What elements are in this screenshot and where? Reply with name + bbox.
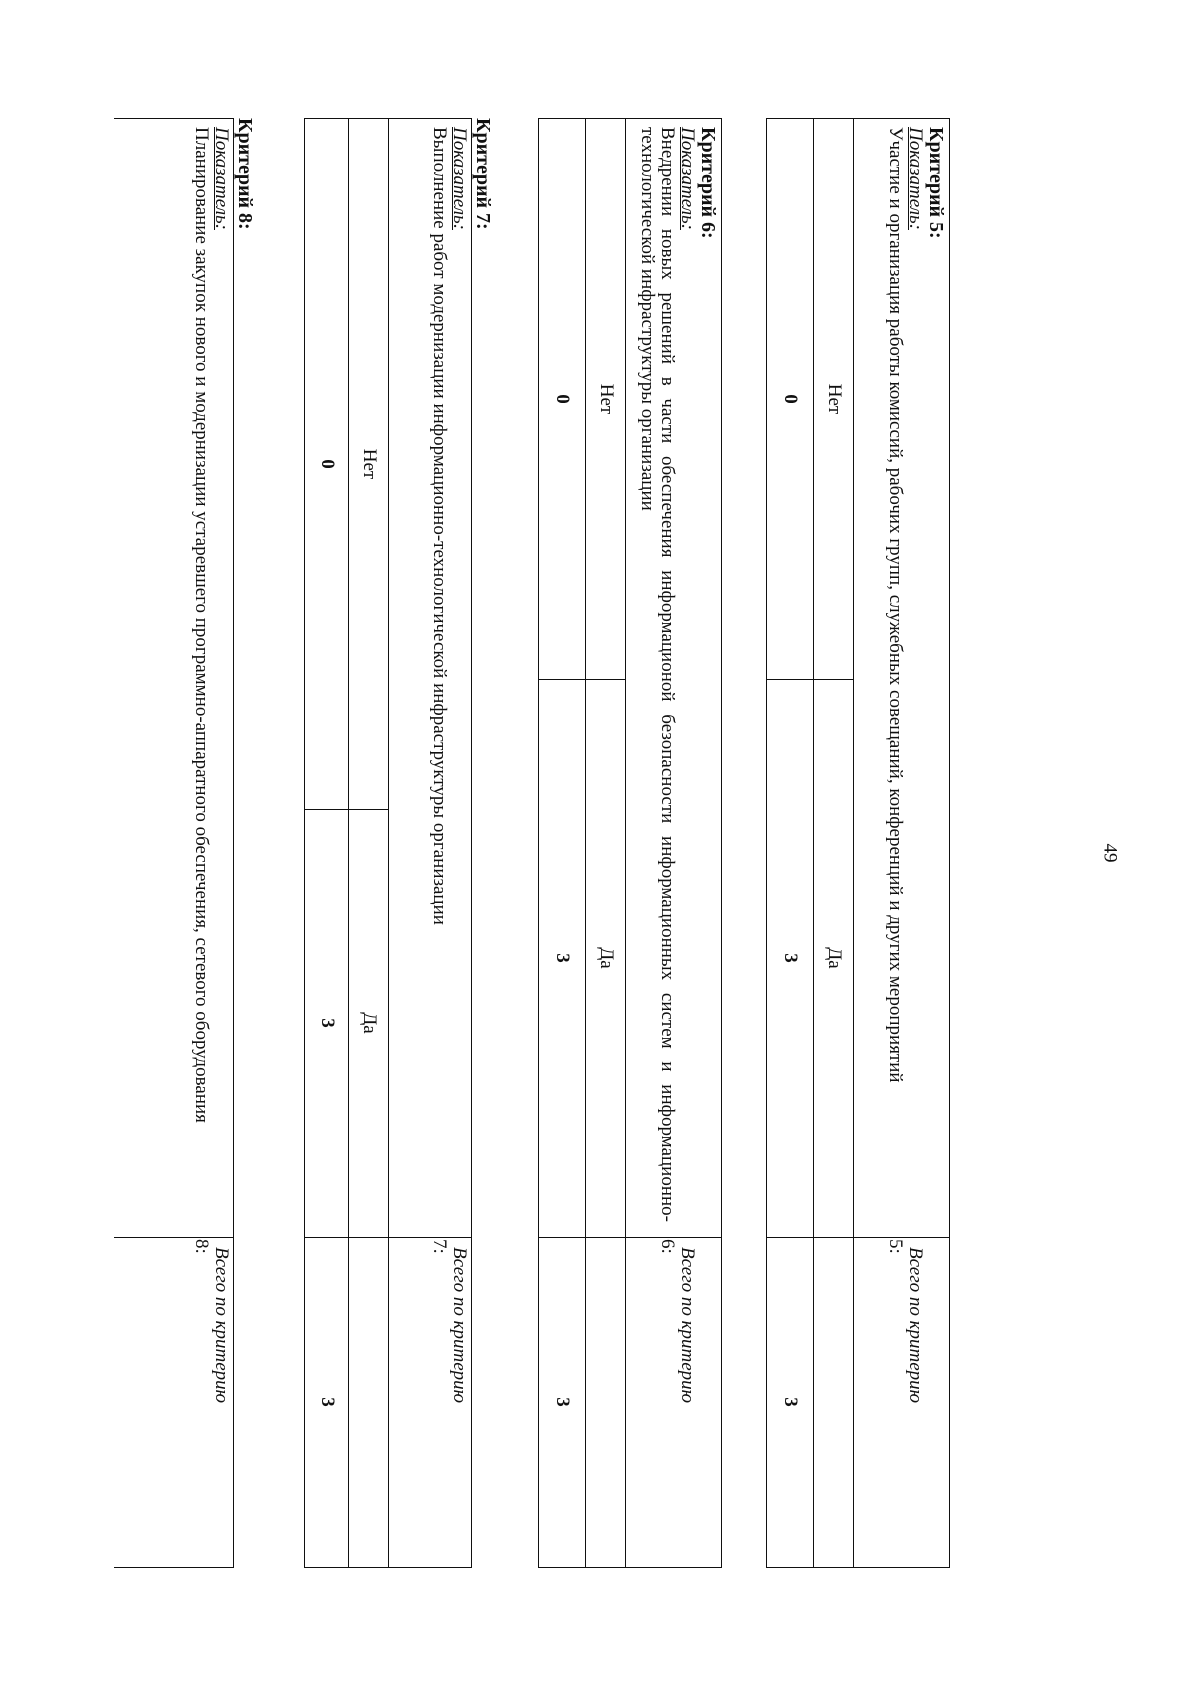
criterion-6-table xyxy=(538,118,722,1568)
value-no: 0 xyxy=(317,459,338,469)
total-number: 6: xyxy=(657,1239,678,1254)
criterion-title: Критерий 6: xyxy=(697,127,719,239)
criterion-title: Критерий 8: xyxy=(234,118,256,230)
option-no: Нет xyxy=(824,383,845,415)
value-yes: 3 xyxy=(780,953,802,963)
option-yes: Да xyxy=(359,1012,380,1034)
indicator-label: Показатель: xyxy=(211,127,232,230)
criterion-title: Критерий 7: xyxy=(472,118,494,230)
value-no: 0 xyxy=(780,394,802,404)
option-yes: Да xyxy=(596,947,617,969)
total-label: Всего по критерию xyxy=(905,1247,926,1404)
option-no: Нет xyxy=(596,383,617,415)
indicator-label: Показатель: xyxy=(905,127,926,230)
total-value: 3 xyxy=(317,1397,338,1407)
criterion-7-table xyxy=(304,118,472,1568)
indicator-text: Планирование закупок нового и модернизации устаревшего программно-аппаратного обеспечения, сетевого оборудования xyxy=(191,127,212,1123)
indicator-label: Показатель: xyxy=(449,127,470,230)
total-value: 3 xyxy=(780,1397,802,1407)
criterion-5-table xyxy=(766,118,950,1568)
page-number: 49 xyxy=(1099,843,1121,863)
value-yes: 3 xyxy=(552,953,574,963)
indicator-text: Внедрении новых решений в части обеспечения информационой безопасности информационных систем и информационно-технологической инфраструктуры организации xyxy=(637,127,678,1222)
total-number: 7: xyxy=(429,1239,450,1254)
value-no: 0 xyxy=(552,394,574,404)
rotated-content xyxy=(110,118,950,1568)
option-yes: Да xyxy=(824,947,845,969)
indicator-label: Показатель: xyxy=(677,127,698,230)
indicator-text: Выполнение работ модернизации информационно-технологической инфраструктуры организации xyxy=(429,127,450,925)
total-label: Всего по критерию xyxy=(211,1247,232,1404)
criterion-title: Критерий 5: xyxy=(925,127,947,239)
option-no: Нет xyxy=(359,448,380,480)
criterion-8-table xyxy=(114,118,234,1568)
total-number: 5: xyxy=(885,1239,906,1254)
total-label: Всего по критерию xyxy=(449,1247,470,1404)
indicator-text: Участие и организация работы комиссий, рабочих групп, служебных совещаний, конференций и других мероприятий xyxy=(885,127,906,1083)
total-label: Всего по критерию xyxy=(677,1247,698,1404)
total-value: 3 xyxy=(552,1397,574,1407)
value-yes: 3 xyxy=(317,1018,338,1028)
total-number: 8: xyxy=(191,1239,212,1254)
